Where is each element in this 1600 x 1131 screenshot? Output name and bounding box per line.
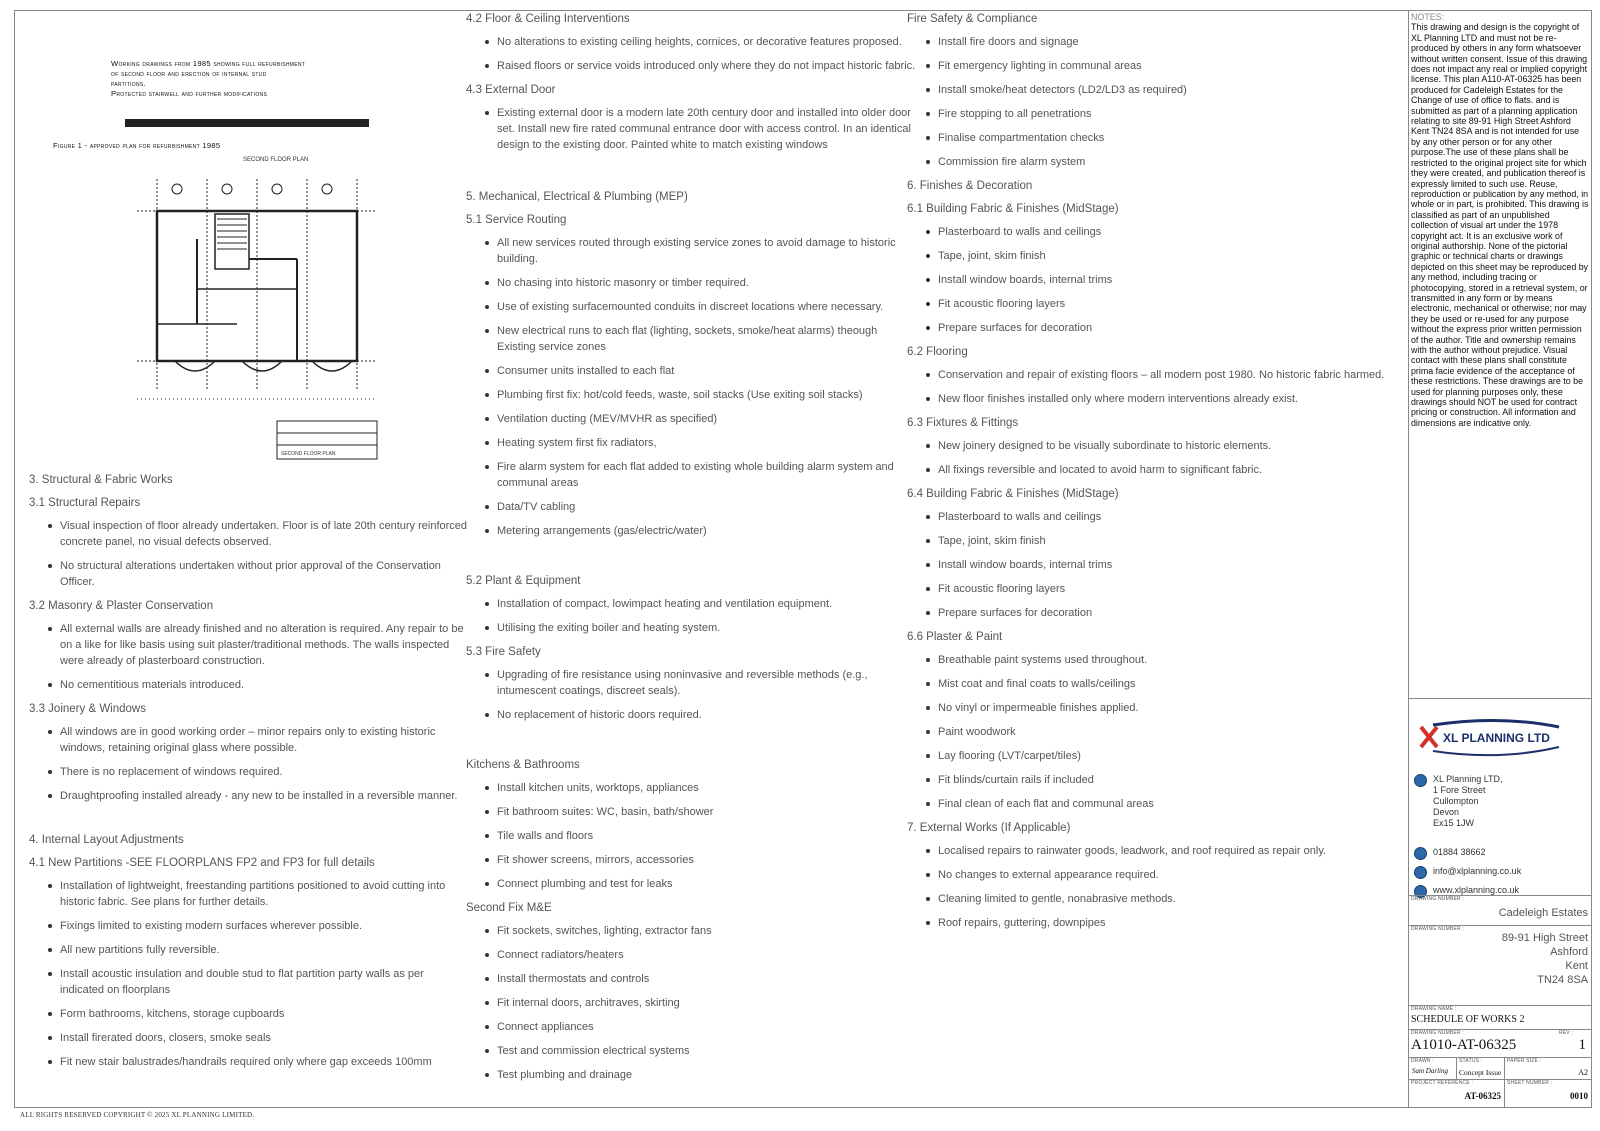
list-item: Fit acoustic flooring layers <box>907 296 1412 312</box>
phone-icon <box>1414 847 1427 860</box>
list-item: Lay flooring (LVT/carpet/tiles) <box>907 748 1412 764</box>
title-block <box>1408 11 1591 1107</box>
list-item: Ventilation ducting (MEV/MVHR as specified) <box>466 411 918 427</box>
list-item: Existing external door is a modern late 20th century door and installed into older door set. Install new fire rated communal entrance door with access control. In an identical design to the existing door. Painted white to match existing windows <box>466 105 918 153</box>
list-item: Test plumbing and drainage <box>466 1067 918 1083</box>
section-3-2-heading: 3.2 Masonry & Plaster Conservation <box>29 600 214 612</box>
list-item: All new partitions fully reversible. <box>29 942 469 958</box>
list-item: Install window boards, internal trims <box>907 272 1412 288</box>
list-item: Install thermostats and controls <box>466 971 918 987</box>
drawing-number-cell: DRAWING NUMBER : REV : A1010-AT-06325 1 <box>1409 1029 1591 1057</box>
list-item: Use of existing surfacemounted conduits in discreet locations where necessary. <box>466 299 918 315</box>
company-logo <box>1419 717 1579 757</box>
notes-heading: NOTES: <box>1411 12 1445 22</box>
drawing-sheet <box>14 10 1592 1108</box>
plan-title: SECOND FLOOR PLAN <box>243 157 309 163</box>
email-line[interactable]: info@xlplanning.co.uk <box>1433 866 1521 877</box>
list-item: Install acoustic insulation and double stud to flat partition party walls as per indicated on floorplans <box>29 966 469 998</box>
list-item: Tile walls and floors <box>466 828 918 844</box>
column-1 <box>29 11 469 1078</box>
list-item: Fit acoustic flooring layers <box>907 581 1412 597</box>
column-2 <box>466 11 918 1091</box>
section-6-1-heading: 6.1 Building Fabric & Finishes (MidStage) <box>907 203 1119 215</box>
list-item: Connect plumbing and test for leaks <box>466 876 918 892</box>
list-item: Install firerated doors, closers, smoke seals <box>29 1030 469 1046</box>
list-item: Install kitchen units, worktops, appliances <box>466 780 918 796</box>
list-item: Final clean of each flat and communal areas <box>907 796 1412 812</box>
list-item: Fit sockets, switches, lighting, extractor fans <box>466 923 918 939</box>
revision: 1 <box>1578 1037 1586 1053</box>
list-item: Draughtproofing installed already - any new to be installed in a reversible manner. <box>29 788 469 804</box>
section-6-6-heading: 6.6 Plaster & Paint <box>907 631 1003 643</box>
email-icon <box>1414 866 1427 879</box>
list-item: Cleaning limited to gentle, nonabrasive methods. <box>907 891 1412 907</box>
list-item: Installation of compact, lowimpact heating and ventilation equipment. <box>466 596 918 612</box>
list-item: Mist coat and final coats to walls/ceilings <box>907 676 1412 692</box>
list-item: Connect appliances <box>466 1019 918 1035</box>
list-item: Commission fire alarm system <box>907 154 1412 170</box>
project-ref-cell: PROJECT REFERENCE : AT-06325 SHEET NUMBER : 0010 <box>1409 1079 1591 1107</box>
second-fix-heading: Second Fix M&E <box>466 902 552 914</box>
list-item: Fit bathroom suites: WC, basin, bath/shower <box>466 804 918 820</box>
section-6-2-heading: 6.2 Flooring <box>907 346 968 358</box>
figure-label: Figure 1 - approved plan for refurbishment 1985 <box>53 141 221 150</box>
phone-line: 01884 38662 <box>1433 847 1486 858</box>
list-item: Tape, joint, skim finish <box>907 248 1412 264</box>
address-block: XL Planning LTD, 1 Fore Street Cullompton Devon Ex15 1JW <box>1433 774 1503 829</box>
list-item: All new services routed through existing service zones to avoid damage to historic building. <box>466 235 918 267</box>
section-5-3-heading: 5.3 Fire Safety <box>466 646 541 658</box>
logo-mark-icon <box>1419 717 1579 757</box>
list-item: No changes to external appearance required. <box>907 867 1412 883</box>
list-item: Plasterboard to walls and ceilings <box>907 224 1412 240</box>
section-5-2-heading: 5.2 Plant & Equipment <box>466 575 581 587</box>
list-item: Fire stopping to all penetrations <box>907 106 1412 122</box>
list-item: Tape, joint, skim finish <box>907 533 1412 549</box>
list-item: Plumbing first fix: hot/cold feeds, waste, soil stacks (Use exiting soil stacks) <box>466 387 918 403</box>
list-item: There is no replacement of windows required. <box>29 764 469 780</box>
sheet-number: 0010 <box>1570 1091 1588 1101</box>
section-5-heading: 5. Mechanical, Electrical & Plumbing (MEP) <box>466 191 688 203</box>
list-item: Prepare surfaces for decoration <box>907 605 1412 621</box>
status-value: Concept Issue <box>1459 1068 1502 1077</box>
list-item: Finalise compartmentation checks <box>907 130 1412 146</box>
notes-text: This drawing and design is the copyright of XL Planning LTD and must not be re-produced by others in any form whatsoever without written consent. Issue of this drawing does not impact any real or implied copyright license. This plan A110-AT-06325 has been produced for Cadeleigh Estates for the Change of use of office to flats. and is submitted as part of a planning application relating to site 89-91 High Street Ashford Kent TN24 8SA and is not intended for use by any other person or for any other purpose.The use of these plans shall be restricted to the original project site for which they were created, and publication thereof is expressly limited to such use. Reuse, reproduction or publication by any method, in whole or in part, is prohibited. This drawing is classified as part of an unpublished collection of visual art under the 1978 copyright act. It is an exclusive work of original authorship. None of the pictorial graphic or technical charts or drawings depicted on this sheet may be reproduced by any method, including tracing or photocopying, stored in a retrieval system, or transmitted in any form or by means electronic, mechanical or otherwise; nor may they be used or re-used for any purpose without the express prior written permission of the author. Title and ownership remains with the author without prejudice. Visual contact with these plans shall constitute prima facie evidence of the acceptance of these restrictions. These drawings are to be used for planning purposes only, these drawings should NOT be used for contract pricing or construction. All information and dimensions are indicative only. <box>1411 22 1589 428</box>
list-item: Consumer units installed to each flat <box>466 363 918 379</box>
plan-sublabel: SECOND FLOOR PLAN <box>281 451 336 457</box>
list-item: Paint woodwork <box>907 724 1412 740</box>
section-6-4-heading: 6.4 Building Fabric & Finishes (MidStage) <box>907 488 1119 500</box>
company-panel <box>1409 698 1591 895</box>
client-cell: DRAWING NUMBER : Cadeleigh Estates <box>1409 895 1591 925</box>
list-item: Breathable paint systems used throughout. <box>907 652 1412 668</box>
drawing-name: SCHEDULE OF WORKS 2 <box>1411 1014 1525 1025</box>
list-item: Fit new stair balustrades/handrails required only where gap exceeds 100mm <box>29 1054 469 1070</box>
section-3-heading: 3. Structural & Fabric Works <box>29 474 173 486</box>
notes-panel <box>1409 11 1591 698</box>
section-4-heading: 4. Internal Layout Adjustments <box>29 834 184 846</box>
section-6-3-heading: 6.3 Fixtures & Fittings <box>907 417 1019 429</box>
list-item: Utilising the exiting boiler and heating system. <box>466 620 918 636</box>
list-item: Data/TV cabling <box>466 499 918 515</box>
list-item: Installation of lightweight, freestanding partitions positioned to avoid cutting into historic fabric. See plans for further details. <box>29 878 469 910</box>
drawing-number: A1010-AT-06325 <box>1411 1037 1517 1053</box>
paper-size: A2 <box>1578 1068 1588 1077</box>
list-item: New floor finishes installed only where modern interventions already exist. <box>907 391 1412 407</box>
list-item: Fit internal doors, architraves, skirting <box>466 995 918 1011</box>
list-item: Heating system first fix radiators, <box>466 435 918 451</box>
list-item: Test and commission electrical systems <box>466 1043 918 1059</box>
drawn-status-cell: DRAWN : Sam Darling STATUS : Concept Issue PAPER SIZE : A2 <box>1409 1057 1591 1079</box>
list-item: Raised floors or service voids introduced only where they do not impact historic fabric. <box>466 58 918 74</box>
kitchens-bathrooms-heading: Kitchens & Bathrooms <box>466 759 580 771</box>
list-item: Install fire doors and signage <box>907 34 1412 50</box>
list-item: Plasterboard to walls and ceilings <box>907 509 1412 525</box>
site-cell: DRAWING NUMBER : 89-91 High Street Ashford Kent TN24 8SA <box>1409 925 1591 1005</box>
list-item: Metering arrangements (gas/electric/water) <box>466 523 918 539</box>
list-item: No chasing into historic masonry or timber required. <box>466 275 918 291</box>
list-item: Localised repairs to rainwater goods, leadwork, and roof required as repair only. <box>907 843 1412 859</box>
list-item: No structural alterations undertaken without prior approval of the Conservation Officer. <box>29 558 469 590</box>
client-name: Cadeleigh Estates <box>1498 907 1588 919</box>
list-item: Connect radiators/heaters <box>466 947 918 963</box>
list-item: No vinyl or impermeable finishes applied. <box>907 700 1412 716</box>
list-item: Fixings limited to existing modern surfaces wherever possible. <box>29 918 469 934</box>
list-item: No replacement of historic doors required. <box>466 707 918 723</box>
section-3-1-heading: 3.1 Structural Repairs <box>29 497 141 509</box>
list-item: All fixings reversible and located to avoid harm to significant fabric. <box>907 462 1412 478</box>
logo-text: XL PLANNING LTD <box>1443 731 1550 745</box>
historic-plan-figure <box>29 11 469 466</box>
list-item: Upgrading of fire resistance using noninvasive and reversible methods (e.g., intumescent coatings, discreet seals). <box>466 667 918 699</box>
list-item: Fit blinds/curtain rails if included <box>907 772 1412 788</box>
list-item: Form bathrooms, kitchens, storage cupboards <box>29 1006 469 1022</box>
list-item: Install smoke/heat detectors (LD2/LD3 as required) <box>907 82 1412 98</box>
section-5-1-heading: 5.1 Service Routing <box>466 214 567 226</box>
list-item: New electrical runs to each flat (lighting, sockets, smoke/heat alarms) theough Existing service zones <box>466 323 918 355</box>
list-item: All external walls are already finished and no alteration is required. Any repair to be on a like for like basis using suit plaster/traditional methods. The walls inspected were already of plasterboard construction. <box>29 621 469 669</box>
project-reference: AT-06325 <box>1464 1091 1501 1101</box>
list-item: Roof repairs, guttering, downpipes <box>907 915 1412 931</box>
list-item: Install window boards, internal trims <box>907 557 1412 573</box>
floor-plan-sketch <box>97 119 387 464</box>
copyright-footer: ALL RIGHTS RESERVED COPYRIGHT © 2025 XL PLANNING LIMITED. <box>20 1111 255 1119</box>
drawing-name-cell: DRAWING NAME : SCHEDULE OF WORKS 2 <box>1409 1005 1591 1029</box>
section-4-2-heading: 4.2 Floor & Ceiling Interventions <box>466 13 630 25</box>
section-4-1-heading: 4.1 New Partitions -SEE FLOORPLANS FP2 and FP3 for full details <box>29 857 375 869</box>
figure-caption: Working drawings from 1985 showing full refurbishment of second floor and erection of internal stud partitions. Protected stairwell and further modifications <box>111 59 306 98</box>
column-3 <box>907 11 1412 939</box>
list-item: Visual inspection of floor already undertaken. Floor is of late 20th century reinforced concrete panel, no visual defects observed. <box>29 518 469 550</box>
location-icon <box>1414 774 1427 787</box>
section-6-heading: 6. Finishes & Decoration <box>907 180 1033 192</box>
site-address: 89-91 High Street Ashford Kent TN24 8SA <box>1501 932 1588 986</box>
section-3-3-heading: 3.3 Joinery & Windows <box>29 703 146 715</box>
list-item: Prepare surfaces for decoration <box>907 320 1412 336</box>
section-7-heading: 7. External Works (If Applicable) <box>907 822 1071 834</box>
website-line[interactable]: www.xlplanning.co.uk <box>1433 885 1519 896</box>
section-4-3-heading: 4.3 External Door <box>466 84 556 96</box>
list-item: All windows are in good working order – minor repairs only to existing historic windows, retaining original glass where possible. <box>29 724 469 756</box>
list-item: Fire alarm system for each flat added to existing whole building alarm system and communal areas <box>466 459 918 491</box>
list-item: No cementitious materials introduced. <box>29 677 469 693</box>
list-item: Conservation and repair of existing floors – all modern post 1980. No historic fabric harmed. <box>907 367 1412 383</box>
list-item: No alterations to existing ceiling heights, cornices, or decorative features proposed. <box>466 34 918 50</box>
list-item: Fit shower screens, mirrors, accessories <box>466 852 918 868</box>
fire-safety-heading: Fire Safety & Compliance <box>907 13 1038 25</box>
list-item: New joinery designed to be visually subordinate to historic elements. <box>907 438 1412 454</box>
list-item: Fit emergency lighting in communal areas <box>907 58 1412 74</box>
drawn-by-signature: Sam Darling <box>1412 1067 1448 1075</box>
